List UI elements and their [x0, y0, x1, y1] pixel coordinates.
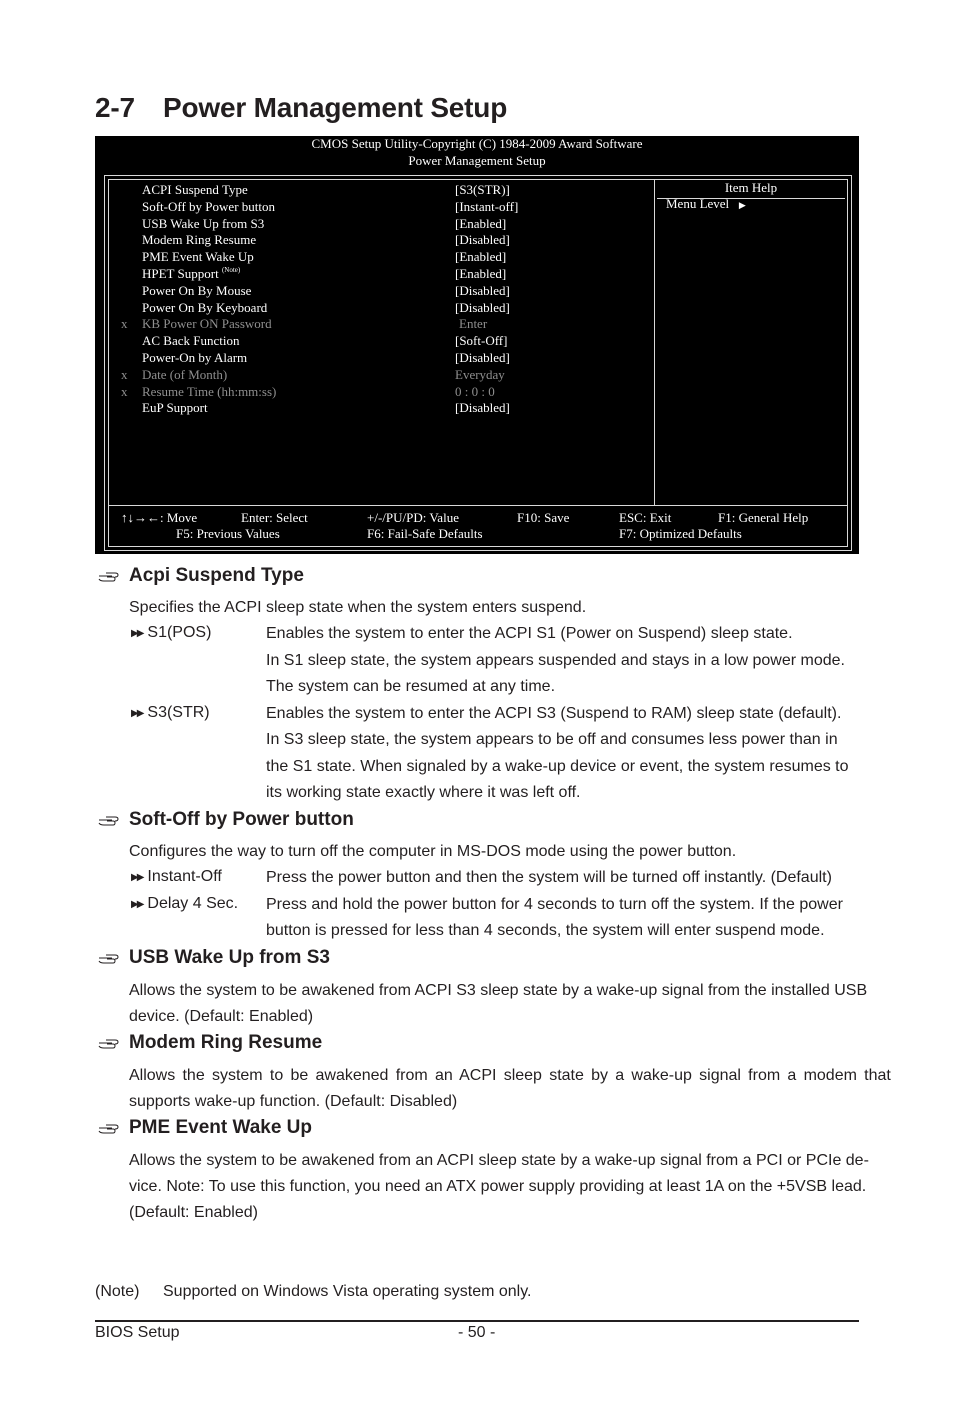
note-label: (Note) — [95, 1283, 140, 1300]
bios-setting-row[interactable] — [109, 231, 649, 248]
menu-level-label: Menu Level — [666, 196, 730, 211]
bios-setting-row[interactable] — [109, 248, 649, 265]
option-text: In S3 sleep state, the system appears to be off and consumes less power than in — [266, 731, 838, 748]
bios-setting-row[interactable] — [109, 198, 649, 215]
bios-setting-row[interactable] — [109, 215, 649, 232]
footer-section-name: BIOS Setup — [95, 1324, 180, 1341]
bios-setting-row[interactable] — [109, 366, 649, 383]
bios-setting-label-text: AC Back Function — [142, 333, 240, 349]
heading-soft-off: Soft-Off by Power button — [129, 809, 354, 830]
bios-header-copyright: CMOS Setup Utility-Copyright (C) 1984-2009 Award Software — [311, 136, 643, 151]
bios-setting-label-text: ACPI Suspend Type — [142, 182, 248, 197]
section-number: 2-7 — [95, 92, 135, 123]
pointing-hand-icon — [98, 1038, 120, 1050]
usb-text: device. (Default: Enabled) — [129, 1008, 314, 1025]
key-fail-safe: F6: Fail-Safe Defaults — [367, 526, 483, 541]
bios-setting-label — [142, 231, 256, 248]
softoff-description: Configures the way to turn off the computer in MS-DOS mode using the power button. — [129, 843, 737, 860]
disabled-marker: x — [121, 316, 128, 332]
bios-setting-label — [142, 282, 251, 299]
bios-setting-row[interactable] — [109, 332, 649, 349]
item-help-title: Item Help — [657, 180, 845, 199]
bios-setting-row[interactable] — [109, 349, 649, 366]
bios-header-menu-title: Power Management Setup — [408, 153, 546, 168]
key-general-help: F1: General Help — [718, 510, 809, 525]
bios-setting-value[interactable]: Everyday — [455, 366, 505, 382]
bios-setting-label-text: HPET Support — [142, 266, 219, 281]
bios-setting-label-text: USB Wake Up from S3 — [142, 215, 265, 231]
bios-setting-label — [142, 198, 275, 215]
heading-pme-event-wake-up: PME Event Wake Up — [129, 1117, 313, 1138]
bios-setting-value[interactable]: [Enabled] — [455, 266, 507, 281]
bios-setting-label-text: Power On By Mouse — [142, 282, 252, 298]
bios-setting-label — [142, 315, 272, 332]
option-text: Enables the system to enter the ACPI S1 (Power on Suspend) sleep state. — [266, 625, 793, 642]
bios-divider-horizontal — [109, 505, 847, 506]
option-instant-off — [131, 868, 222, 886]
key-previous-values: F5: Previous Values — [176, 526, 280, 541]
heading-usb-wake-up: USB Wake Up from S3 — [129, 947, 330, 968]
section-title — [95, 92, 507, 124]
option-text: The system can be resumed at any time. — [266, 678, 556, 695]
bios-setting-row[interactable] — [109, 315, 649, 332]
bios-setting-label — [142, 299, 267, 316]
bios-setting-label — [142, 248, 254, 265]
bios-setting-label-text: Power-On by Alarm — [142, 350, 248, 365]
option-s3str — [131, 704, 210, 722]
triangle-right-icon: ▶ — [738, 200, 746, 210]
bios-setting-label — [142, 332, 240, 349]
page-number: - 50 - — [458, 1324, 496, 1341]
double-arrow-icon: ▶▶ — [131, 899, 143, 910]
bios-setting-row[interactable] — [109, 383, 649, 400]
double-arrow-icon: ▶▶ — [131, 628, 143, 639]
pointing-hand-icon — [98, 953, 120, 965]
pme-text: (Default: Enabled) — [129, 1204, 258, 1221]
heading-acpi-suspend-type: Acpi Suspend Type — [129, 565, 304, 586]
pme-text: Allows the system to be awakened from an ACPI sleep state by a wake-up signal from a PCI or PCIe de- — [129, 1152, 869, 1169]
bios-setting-label — [142, 215, 264, 232]
pointing-hand-icon — [98, 815, 120, 827]
bios-setting-row[interactable] — [109, 399, 649, 416]
option-name: Instant-Off — [147, 868, 222, 885]
option-text: Press the power button and then the system will be turned off instantly. (Default) — [266, 869, 832, 886]
section-title-text: Power Management Setup — [163, 92, 508, 123]
option-text: In S1 sleep state, the system appears suspended and stays in a low power mode. — [266, 652, 845, 669]
double-arrow-icon: ▶▶ — [131, 872, 143, 883]
bios-divider-vertical — [654, 180, 655, 505]
bios-setting-label — [142, 181, 248, 198]
bios-inner-frame — [108, 179, 848, 547]
bios-setting-label-text: Power On By Keyboard — [142, 299, 268, 315]
bios-setting-value[interactable]: [Enabled] — [455, 249, 507, 265]
option-s1pos — [131, 624, 211, 642]
bios-setting-value[interactable]: [S3(STR)] — [455, 182, 510, 197]
bios-setting-row[interactable] — [109, 299, 649, 316]
disabled-marker: x — [121, 366, 128, 382]
key-value: +/-/PU/PD: Value — [367, 510, 459, 525]
pme-text: vice. Note: To use this function, you need an ATX power supply providing at least 1A on the +5VSB lead. — [129, 1178, 867, 1195]
key-save: F10: Save — [517, 510, 570, 525]
bios-setting-row[interactable] — [109, 265, 649, 282]
modem-text: Allows the system to be awakened from an ACPI sleep state by a wake-up signal from a modem that — [129, 1067, 891, 1084]
heading-modem-ring-resume: Modem Ring Resume — [129, 1032, 323, 1053]
bios-setting-value[interactable]: 0 : 0 : 0 — [455, 383, 495, 399]
footer-rule — [95, 1320, 859, 1322]
bios-setting-value[interactable]: Enter — [459, 316, 488, 332]
bios-screen — [95, 136, 859, 554]
bios-setting-value[interactable]: [Soft-Off] — [455, 333, 508, 349]
option-name: S3(STR) — [147, 704, 210, 721]
bios-setting-value[interactable]: [Instant-off] — [455, 198, 519, 214]
bios-setting-label — [142, 349, 247, 366]
option-text: Enables the system to enter the ACPI S3 (Suspend to RAM) sleep state (default). — [266, 705, 842, 722]
usb-text: Allows the system to be awakened from ACPI S3 sleep state by a wake-up signal from the installed USB — [129, 982, 868, 999]
bios-setting-label-text: Date (of Month) — [142, 366, 228, 382]
acpi-description: Specifies the ACPI sleep state when the system enters suspend. — [129, 599, 587, 616]
bios-setting-label — [142, 265, 240, 282]
menu-level — [666, 196, 746, 212]
option-name: Delay 4 Sec. — [147, 895, 239, 912]
bios-setting-label-text: EuP Support — [142, 400, 208, 416]
bios-setting-value[interactable]: [Disabled] — [455, 400, 510, 416]
bios-setting-label — [142, 399, 208, 416]
disabled-marker: x — [121, 383, 128, 399]
bios-setting-label-text: KB Power ON Password — [142, 316, 272, 332]
bios-setting-label — [142, 366, 227, 383]
bios-setting-value[interactable]: [Disabled] — [455, 350, 510, 365]
bios-setting-label-text: Soft-Off by Power button — [142, 198, 276, 214]
bios-frame — [104, 175, 852, 551]
pointing-hand-icon — [98, 1123, 120, 1135]
modem-text: supports wake-up function. (Default: Disabled) — [129, 1093, 458, 1110]
double-arrow-icon: ▶▶ — [131, 708, 143, 719]
key-optimized: F7: Optimized Defaults — [619, 526, 742, 541]
bios-setting-value[interactable]: [Disabled] — [455, 299, 510, 315]
pointing-hand-icon — [98, 571, 120, 583]
note-superscript: (Note) — [221, 266, 241, 274]
option-text: button is pressed for less than 4 seconds, the system will enter suspend mode. — [266, 922, 825, 939]
bios-setting-value[interactable]: [Enabled] — [455, 215, 507, 231]
option-name: S1(POS) — [147, 624, 212, 641]
option-delay-4-sec — [131, 895, 238, 913]
key-select: Enter: Select — [241, 510, 308, 525]
bios-setting-value[interactable]: [Disabled] — [455, 232, 510, 248]
bios-setting-label-text: PME Event Wake Up — [142, 249, 254, 265]
bios-setting-label — [142, 383, 276, 400]
note-text: Supported on Windows Vista operating system only. — [163, 1283, 532, 1300]
option-text: Press and hold the power button for 4 seconds to turn off the system. If the power — [266, 896, 843, 913]
bios-setting-value[interactable]: [Disabled] — [455, 282, 510, 298]
key-exit: ESC: Exit — [619, 510, 672, 525]
option-text: its working state exactly where it was left off. — [266, 784, 581, 801]
bios-setting-row[interactable] — [109, 282, 649, 299]
bios-setting-label-text: Resume Time (hh:mm:ss) — [142, 383, 277, 399]
option-text: the S1 state. When signaled by a wake-up device or event, the system resumes to — [266, 758, 849, 775]
bios-setting-label-text: Modem Ring Resume — [142, 232, 257, 248]
bios-setting-row[interactable] — [109, 181, 649, 198]
key-move: ↑↓→←: Move — [121, 510, 198, 525]
